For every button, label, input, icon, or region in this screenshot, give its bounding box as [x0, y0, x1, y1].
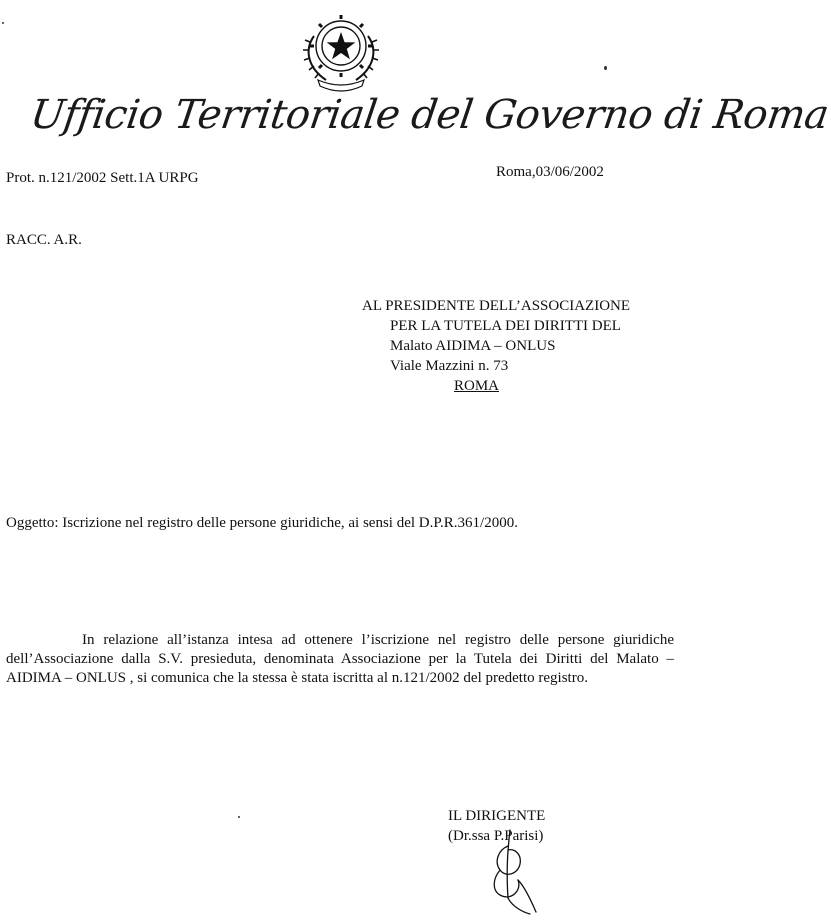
- subject-line: Oggetto: Iscrizione nel registro delle persone giuridiche, ai sensi del D.P.R.361/2000.: [6, 515, 518, 531]
- addressee-city: ROMA: [454, 378, 500, 394]
- addressee-line-1: AL PRESIDENTE DELL’ASSOCIAZIONE: [362, 298, 631, 314]
- scan-speck: [2, 22, 4, 24]
- handwritten-signature-icon: [478, 828, 548, 916]
- addressee-street: Viale Mazzini n. 73: [390, 358, 509, 374]
- delivery-method: RACC. A.R.: [6, 232, 82, 248]
- office-letterhead-title: Ufficio Territoriale del Governo di Roma: [27, 92, 831, 138]
- body-paragraph: In relazione all’istanza intesa ad ottenere l’iscrizione nel registro delle persone giuridiche dell’Associazione dalla S.V. presieduta, denominata Associazione per la Tutela dei Diritti del Malato – AIDIMA – ONLUS , si comunica che la stessa è stata iscritta al n.121/2002 del predetto registro.: [6, 632, 674, 686]
- signer-name: (Dr.ssa P.Parisi): [448, 828, 544, 844]
- addressee-block: [362, 296, 682, 396]
- scan-speck: [604, 66, 607, 70]
- scan-speck: [238, 816, 240, 818]
- letter-date: Roma,03/06/2002: [496, 164, 604, 180]
- italian-republic-emblem-icon: [300, 6, 382, 90]
- signer-title: IL DIRIGENTE: [448, 808, 546, 824]
- protocol-number: Prot. n.121/2002 Sett.1A URPG: [6, 170, 199, 186]
- addressee-line-3: Malato AIDIMA – ONLUS: [390, 338, 556, 354]
- addressee-line-2: PER LA TUTELA DEI DIRITTI DEL: [390, 318, 621, 334]
